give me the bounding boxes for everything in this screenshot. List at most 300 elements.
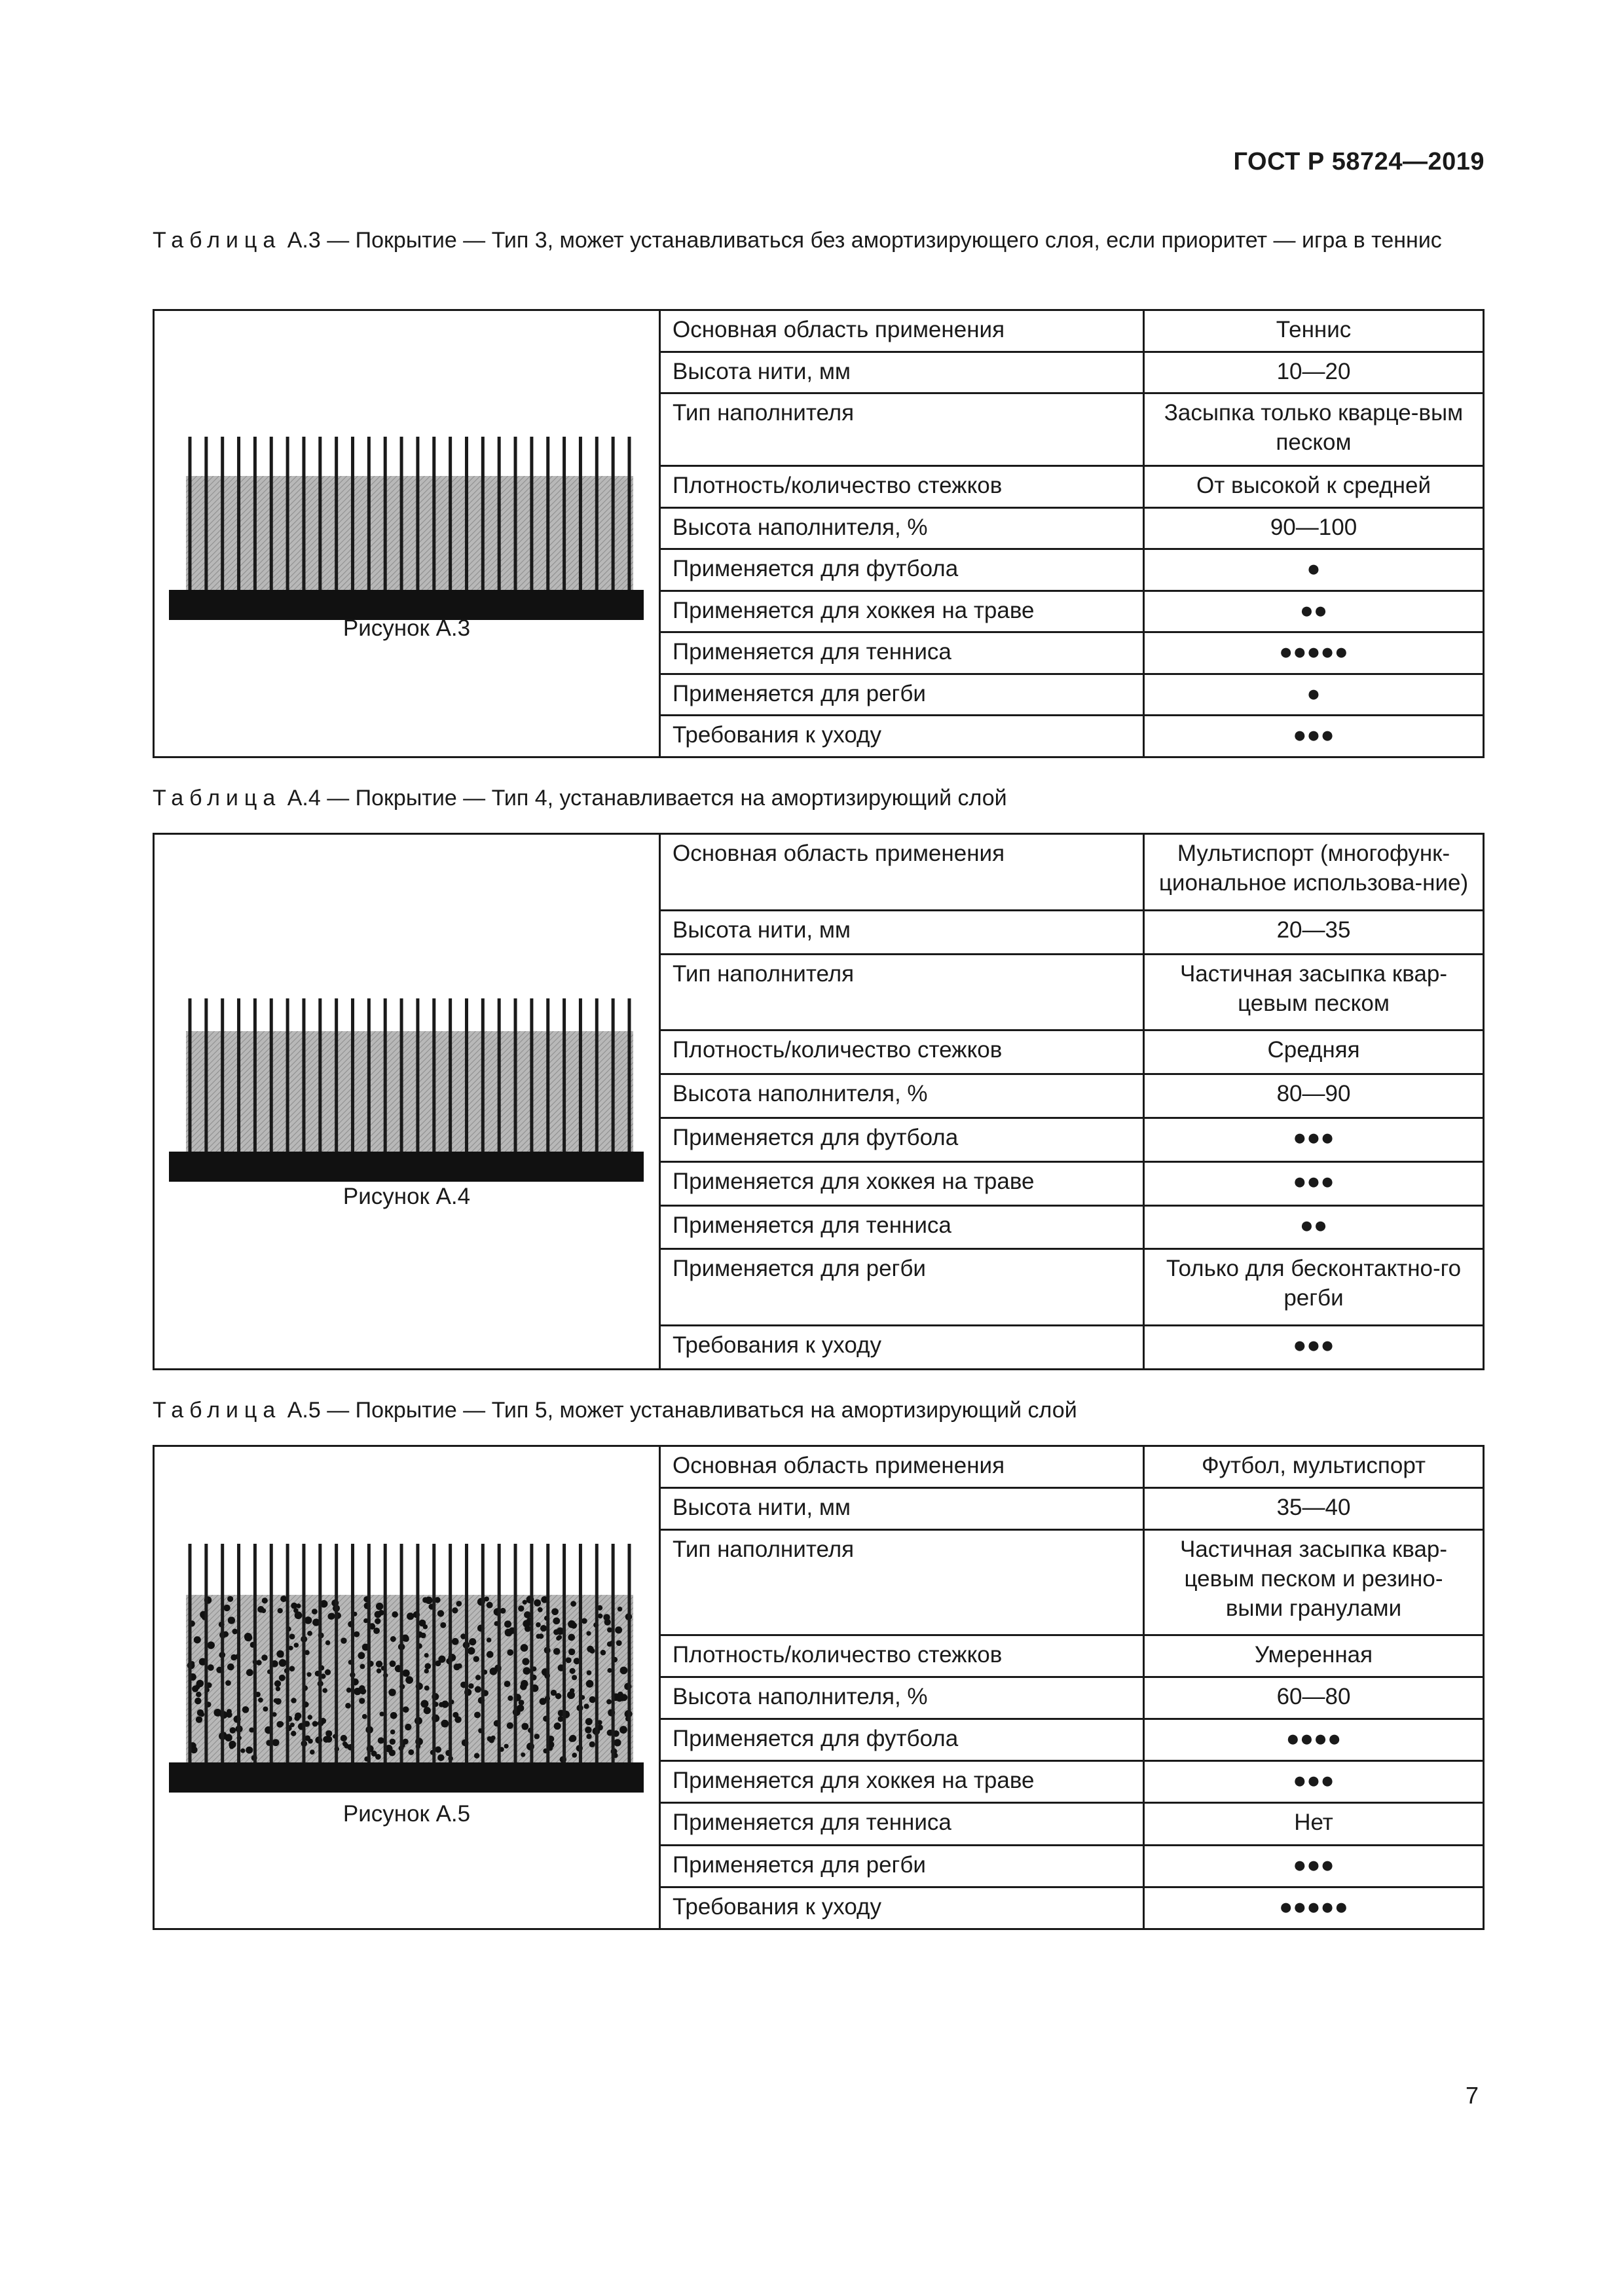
rubber-granule: [538, 1633, 544, 1639]
rubber-granule: [474, 1711, 481, 1718]
turf-fiber: [221, 437, 224, 590]
rubber-granule: [572, 1675, 577, 1680]
turf-fiber: [579, 1544, 582, 1762]
turf-fiber: [612, 437, 615, 590]
rubber-granule: [312, 1609, 318, 1614]
value-cell: Только для бесконтактно-го регби: [1144, 1249, 1484, 1326]
rubber-granule: [523, 1667, 530, 1675]
rubber-granule: [289, 1633, 295, 1639]
rubber-granule: [325, 1669, 331, 1675]
turf-fiber: [286, 1544, 289, 1762]
turf-fiber: [367, 437, 371, 590]
turf-fiber: [546, 998, 549, 1152]
turf-fiber: [498, 1544, 501, 1762]
figure-caption: Рисунок А.5: [342, 1801, 471, 1827]
value-cell: ●●●●●: [1144, 632, 1484, 674]
turf-fiber: [546, 437, 549, 590]
value-cell: 35—40: [1144, 1488, 1484, 1530]
rubber-granule: [521, 1723, 528, 1730]
turf-fiber: [432, 437, 435, 590]
value-cell: Теннис: [1144, 310, 1484, 352]
param-cell: Тип наполнителя: [660, 954, 1144, 1030]
rubber-granule: [228, 1616, 235, 1624]
value-cell: Футбол, мультиспорт: [1144, 1446, 1484, 1488]
rubber-granule: [231, 1654, 237, 1661]
backing-layer: [169, 1762, 644, 1793]
rubber-granule: [322, 1688, 327, 1693]
param-cell: Плотность/количество стежков: [660, 466, 1144, 508]
value-cell: ●●: [1144, 1205, 1484, 1249]
rubber-granule: [192, 1686, 198, 1692]
rubber-granule: [304, 1616, 312, 1624]
param-cell: Применяется для хоккея на траве: [660, 1161, 1144, 1205]
rubber-granule: [534, 1599, 541, 1607]
rubber-granule: [276, 1721, 283, 1728]
value-cell: ●●●●: [1144, 1719, 1484, 1761]
turf-fiber: [318, 1544, 322, 1762]
turf-fiber: [286, 998, 289, 1152]
turf-fiber: [270, 998, 273, 1152]
rubber-granule: [521, 1644, 528, 1652]
page-number: 7: [1465, 2082, 1479, 2109]
rubber-granule: [589, 1696, 596, 1703]
rubber-granule: [424, 1685, 430, 1690]
param-cell: Высота нити, мм: [660, 1488, 1144, 1530]
param-cell: Высота нити, мм: [660, 910, 1144, 954]
turf-fiber: [416, 437, 419, 590]
value-cell: ●: [1144, 674, 1484, 716]
rubber-granule: [452, 1638, 459, 1645]
param-cell: Высота наполнителя, %: [660, 1677, 1144, 1719]
turf-fiber: [270, 1544, 273, 1762]
param-cell: Высота наполнителя, %: [660, 507, 1144, 549]
table-row: [154, 834, 1484, 911]
turf-fiber: [367, 998, 371, 1152]
turf-diagram-a4: [169, 998, 644, 1182]
rubber-granule: [346, 1688, 352, 1693]
rubber-granule: [196, 1692, 202, 1698]
rubber-granule: [614, 1739, 621, 1746]
rubber-granule: [507, 1722, 513, 1729]
rubber-granule: [296, 1603, 301, 1608]
rubber-granule: [227, 1712, 232, 1718]
turf-fiber: [302, 998, 305, 1152]
rubber-granule: [589, 1648, 595, 1653]
rubber-granule: [620, 1667, 628, 1675]
rubber-granule: [441, 1720, 449, 1728]
param-cell: Высота нити, мм: [660, 352, 1144, 393]
value-cell: ●●●: [1144, 1845, 1484, 1887]
table-a4: [153, 833, 1485, 1370]
table-a5: [153, 1445, 1485, 1930]
rubber-granule: [615, 1626, 622, 1633]
turf-fiber: [302, 1544, 305, 1762]
turf-fiber: [351, 1544, 354, 1762]
value-cell: 10—20: [1144, 352, 1484, 393]
rubber-granule: [403, 1706, 409, 1713]
rubber-granule: [375, 1618, 380, 1624]
rubber-granule: [196, 1716, 202, 1722]
rubber-granule: [586, 1631, 591, 1635]
turf-fiber: [579, 437, 582, 590]
rubber-granule: [345, 1703, 351, 1709]
rubber-granule: [390, 1636, 396, 1642]
turf-fiber: [628, 1544, 631, 1762]
turf-fiber: [335, 1544, 338, 1762]
turf-fiber: [384, 998, 387, 1152]
rubber-granule: [583, 1704, 589, 1709]
value-cell: Частичная засыпка квар-цевым песком и резино-выми гранулами: [1144, 1530, 1484, 1635]
rubber-granule: [200, 1712, 204, 1717]
rubber-granule: [456, 1601, 462, 1607]
rubber-granule: [279, 1659, 287, 1667]
infill-layer: [186, 476, 633, 590]
rubber-granule: [536, 1622, 541, 1628]
value-cell: Умеренная: [1144, 1635, 1484, 1677]
rubber-granule: [196, 1680, 204, 1687]
param-cell: Применяется для футбола: [660, 549, 1144, 591]
turf-fiber: [318, 998, 322, 1152]
rubber-granule: [616, 1640, 622, 1646]
turf-fiber: [367, 1544, 371, 1762]
turf-diagram-a5: [169, 1544, 644, 1793]
rubber-granule: [405, 1724, 411, 1730]
rubber-granule: [246, 1669, 253, 1676]
value-cell: 90—100: [1144, 507, 1484, 549]
rubber-granule: [424, 1707, 431, 1714]
turf-fiber: [302, 437, 305, 590]
rubber-granule: [474, 1753, 479, 1758]
rubber-granule: [581, 1618, 587, 1624]
infill-layer: [186, 1031, 633, 1152]
value-cell: ●●●: [1144, 1118, 1484, 1161]
value-cell: ●●●●●: [1144, 1887, 1484, 1929]
value-cell: ●: [1144, 549, 1484, 591]
turf-fiber: [400, 1544, 403, 1762]
rubber-granule: [586, 1734, 591, 1739]
rubber-granule: [457, 1664, 462, 1669]
rubber-granule: [568, 1649, 575, 1655]
turf-fiber: [204, 1544, 208, 1762]
rubber-granule: [420, 1700, 428, 1708]
param-cell: Тип наполнителя: [660, 1530, 1144, 1635]
rubber-granule: [566, 1657, 572, 1663]
rubber-granule: [507, 1649, 513, 1656]
rubber-granule: [379, 1711, 384, 1716]
rubber-granule: [507, 1696, 513, 1701]
rubber-granule: [327, 1613, 334, 1620]
turf-fiber: [465, 998, 468, 1152]
param-cell: Применяется для футбола: [660, 1719, 1144, 1761]
document-code: ГОСТ Р 58724—2019: [1233, 148, 1485, 175]
figure-cell: [154, 834, 660, 1370]
table-row: [154, 1446, 1484, 1488]
table-caption-a5: [153, 1395, 1482, 1425]
rubber-granule: [408, 1749, 414, 1755]
rubber-granule: [323, 1736, 329, 1743]
rubber-granule: [424, 1663, 431, 1669]
turf-fiber: [449, 437, 452, 590]
rubber-granule: [504, 1681, 511, 1687]
rubber-granule: [435, 1746, 441, 1753]
rubber-granule: [452, 1607, 458, 1613]
rubber-granule: [616, 1695, 623, 1702]
rubber-granule: [293, 1608, 299, 1613]
turf-fiber: [465, 437, 468, 590]
rubber-granule: [469, 1638, 476, 1645]
rubber-granule: [519, 1700, 525, 1705]
rubber-granule: [289, 1666, 295, 1671]
caption-text: А.3 — Покрытие — Тип 3, может устанавливаться без амортизирующего слоя, если приоритет — игра в теннис: [281, 228, 1442, 253]
rubber-granule: [208, 1664, 214, 1671]
rubber-granule: [554, 1722, 561, 1730]
rubber-granule: [607, 1668, 612, 1673]
turf-fiber: [498, 998, 501, 1152]
rubber-granule: [568, 1620, 576, 1628]
turf-fiber: [449, 1544, 452, 1762]
rubber-granule: [261, 1608, 267, 1613]
rubber-granule: [568, 1634, 575, 1641]
rubber-granule: [390, 1730, 396, 1735]
turf-fiber: [416, 998, 419, 1152]
turf-fiber: [351, 998, 354, 1152]
rubber-granule: [524, 1611, 531, 1618]
rubber-granule: [518, 1605, 524, 1611]
figure-caption: Рисунок А.3: [342, 615, 471, 641]
param-cell: Применяется для хоккея на траве: [660, 591, 1144, 632]
param-cell: Требования к уходу: [660, 716, 1144, 757]
rubber-granule: [390, 1739, 396, 1745]
param-cell: Основная область применения: [660, 834, 1144, 911]
turf-fiber: [351, 437, 354, 590]
turf-fiber: [318, 437, 322, 590]
backing-layer: [169, 1152, 644, 1182]
rubber-granule: [407, 1613, 414, 1620]
rubber-granule: [390, 1660, 396, 1667]
rubber-granule: [419, 1620, 426, 1627]
figure-cell: [154, 1446, 660, 1929]
turf-fiber: [189, 1544, 192, 1762]
turf-fiber: [530, 1544, 533, 1762]
rubber-granule: [225, 1680, 231, 1686]
turf-fiber: [189, 998, 192, 1152]
turf-fiber: [514, 998, 517, 1152]
turf-fiber: [449, 998, 452, 1152]
value-cell: Нет: [1144, 1803, 1484, 1845]
turf-fiber: [563, 1544, 566, 1762]
caption-word: Таблица: [153, 1398, 282, 1423]
turf-fiber: [204, 437, 208, 590]
turf-fiber: [628, 998, 631, 1152]
rubber-granule: [388, 1688, 396, 1696]
rubber-granule: [308, 1715, 312, 1719]
rubber-granule: [618, 1607, 623, 1612]
turf-fiber: [432, 998, 435, 1152]
rubber-granule: [603, 1614, 610, 1620]
turf-fiber: [286, 437, 289, 590]
value-cell: От высокой к средней: [1144, 466, 1484, 508]
turf-fiber: [481, 1544, 485, 1762]
param-cell: Применяется для тенниса: [660, 632, 1144, 674]
turf-fiber: [189, 437, 192, 590]
rubber-granule: [520, 1683, 527, 1690]
caption-word: Таблица: [153, 228, 282, 253]
rubber-granule: [553, 1629, 559, 1635]
turf-fiber: [628, 437, 631, 590]
rubber-granule: [246, 1747, 253, 1754]
turf-fiber: [416, 1544, 419, 1762]
rubber-granule: [619, 1726, 627, 1734]
rubber-granule: [378, 1610, 384, 1616]
turf-fiber: [546, 1544, 549, 1762]
caption-text: А.5 — Покрытие — Тип 5, может устанавливаться на амортизирующий слой: [281, 1398, 1077, 1423]
rubber-granule: [420, 1633, 426, 1639]
turf-fiber: [335, 437, 338, 590]
turf-fiber: [400, 437, 403, 590]
rubber-granule: [276, 1686, 280, 1691]
rubber-granule: [194, 1698, 201, 1704]
rubber-granule: [274, 1680, 281, 1686]
value-cell: Мультиспорт (многофунк-циональное использова-ние): [1144, 834, 1484, 911]
value-cell: ●●●: [1144, 1761, 1484, 1803]
rubber-granule: [586, 1680, 594, 1688]
param-cell: Применяется для регби: [660, 1845, 1144, 1887]
rubber-granule: [261, 1654, 267, 1660]
value-cell: ●●●: [1144, 1326, 1484, 1370]
turf-diagram-a3: [169, 437, 644, 620]
rubber-granule: [570, 1668, 576, 1674]
turf-fiber: [384, 1544, 387, 1762]
rubber-granule: [587, 1670, 592, 1675]
rubber-granule: [540, 1698, 547, 1705]
rubber-granule: [376, 1603, 383, 1610]
turf-fiber: [595, 437, 599, 590]
rubber-granule: [523, 1600, 527, 1605]
turf-fiber: [563, 437, 566, 590]
rubber-granule: [274, 1698, 278, 1703]
rubber-granule: [227, 1664, 234, 1671]
rubber-granule: [360, 1664, 365, 1669]
rubber-granule: [279, 1675, 286, 1681]
table-row: [154, 310, 1484, 352]
value-cell: ●●●: [1144, 716, 1484, 757]
turf-fiber: [253, 1544, 257, 1762]
rubber-granule: [207, 1641, 215, 1649]
turf-fiber: [530, 437, 533, 590]
rubber-granule: [258, 1698, 263, 1703]
param-cell: Применяется для хоккея на траве: [660, 1761, 1144, 1803]
rubber-granule: [242, 1706, 249, 1713]
rubber-granule: [468, 1647, 475, 1654]
rubber-granule: [490, 1736, 495, 1740]
rubber-granule: [435, 1660, 441, 1666]
rubber-granule: [454, 1716, 461, 1722]
rubber-granule: [468, 1683, 473, 1688]
rubber-granule: [325, 1640, 330, 1645]
value-cell: ●●: [1144, 591, 1484, 632]
turf-fiber: [612, 1544, 615, 1762]
rubber-granule: [556, 1636, 561, 1641]
rubber-granule: [359, 1698, 365, 1704]
rubber-granule: [522, 1658, 529, 1665]
param-cell: Тип наполнителя: [660, 393, 1144, 466]
turf-fiber: [237, 437, 240, 590]
table-a3: [153, 309, 1485, 758]
rubber-granule: [475, 1686, 481, 1692]
caption-text: А.4 — Покрытие — Тип 4, устанавливается на амортизирующий слой: [281, 786, 1007, 811]
rubber-granule: [376, 1661, 382, 1667]
param-cell: Плотность/количество стежков: [660, 1635, 1144, 1677]
rubber-granule: [424, 1669, 429, 1673]
rubber-granule: [295, 1713, 301, 1719]
rubber-granule: [291, 1698, 296, 1703]
rubber-granule: [306, 1672, 311, 1677]
rubber-granule: [425, 1597, 432, 1604]
param-cell: Применяется для тенниса: [660, 1803, 1144, 1845]
param-cell: Применяется для регби: [660, 674, 1144, 716]
param-cell: Основная область применения: [660, 1446, 1144, 1488]
rubber-granule: [244, 1633, 252, 1641]
turf-fiber: [221, 1544, 224, 1762]
turf-fiber: [481, 437, 485, 590]
rubber-granule: [437, 1754, 445, 1761]
value-cell: Средняя: [1144, 1030, 1484, 1074]
turf-fiber: [253, 998, 257, 1152]
turf-fiber: [237, 998, 240, 1152]
rubber-granule: [487, 1602, 493, 1609]
rubber-granule: [600, 1650, 606, 1655]
turf-fiber: [563, 998, 566, 1152]
rubber-granule: [521, 1753, 525, 1757]
rubber-granule: [551, 1690, 557, 1696]
rubber-granule: [572, 1753, 577, 1758]
rubber-granule: [500, 1608, 506, 1614]
rubber-granule: [553, 1648, 561, 1655]
rubber-granule: [278, 1608, 283, 1613]
turf-fiber: [432, 1544, 435, 1762]
rubber-granule: [354, 1631, 360, 1637]
rubber-granule: [377, 1668, 382, 1673]
rubber-granule: [437, 1610, 444, 1616]
rubber-granule: [354, 1688, 361, 1695]
rubber-granule: [358, 1652, 365, 1659]
turf-fiber: [530, 998, 533, 1152]
rubber-granule: [392, 1611, 398, 1618]
value-cell: 20—35: [1144, 910, 1484, 954]
rubber-granule: [279, 1652, 284, 1658]
rubber-granule: [227, 1596, 233, 1602]
turf-fiber: [612, 998, 615, 1152]
rubber-granule: [304, 1736, 310, 1741]
rubber-granule: [424, 1653, 429, 1658]
rubber-granule: [487, 1651, 494, 1658]
rubber-granule: [341, 1735, 347, 1741]
turf-fiber: [465, 1544, 468, 1762]
rubber-granule: [223, 1605, 230, 1611]
param-cell: Плотность/количество стежков: [660, 1030, 1144, 1074]
table-caption-a4: [153, 783, 1482, 813]
param-cell: Применяется для тенниса: [660, 1205, 1144, 1249]
rubber-granule: [389, 1749, 396, 1756]
rubber-granule: [375, 1754, 381, 1760]
param-cell: Применяется для футбола: [660, 1118, 1144, 1161]
turf-fiber: [237, 1544, 240, 1762]
turf-fiber: [384, 437, 387, 590]
table-caption-a3: [153, 225, 1482, 255]
rubber-granule: [263, 1706, 268, 1711]
rubber-granule: [310, 1749, 315, 1755]
turf-fiber: [204, 998, 208, 1152]
